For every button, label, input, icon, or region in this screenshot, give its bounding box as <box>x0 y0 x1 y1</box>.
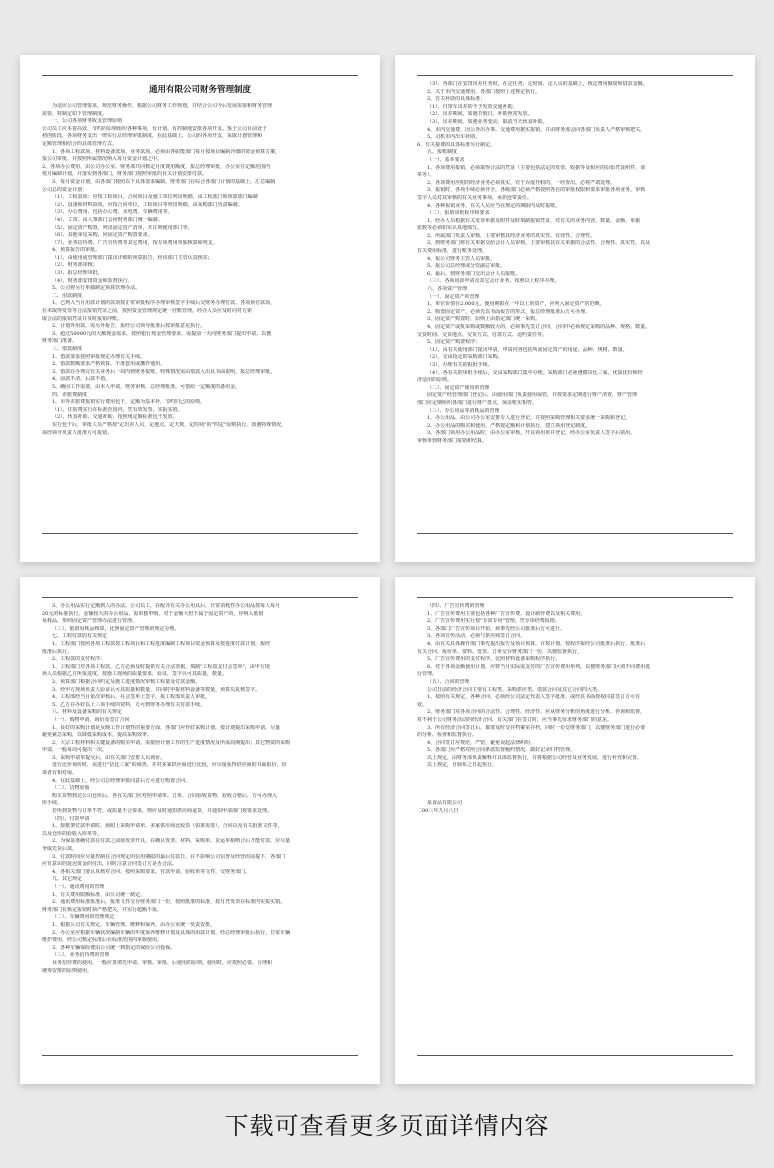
document-text-line: 购买货物到达公司仓库后，各有关部门应对照申请单、订单、合同验收货物，验收合格后，方可办理入 <box>52 792 278 799</box>
document-text-line: 统筹安排的原则使用。 <box>42 967 93 974</box>
document-text-line: 6、对于各项金额使用计划，应将当月实际需支付的广告宣传费用单列，以便财务部门区别不同费用进 <box>427 663 651 670</box>
document-text-line: 以上规定，由财务部负责解释并具体监督执行，并将根据公司经营及业务发展，进行补充和完善。 <box>427 754 643 761</box>
document-text-line: 1、各项费用报销，必须取得合法的凭证（主要包括法定的发票、收据等及相应的原始凭证附件，请 <box>427 164 646 171</box>
document-text-line: 3、经甲方现场负责人验证认可其质量和数量，并同时申报材料设备等数量，预算员复核签字。 <box>52 686 261 693</box>
document-text-line: 交货时间、交货地点、交货方式、付款方式、违约责任等。 <box>417 331 548 338</box>
document-text-line: 5、各部门应严格对照合同条款监督履约情况，做好记录归档管理。 <box>427 747 576 754</box>
page-text <box>42 103 358 437</box>
document-text-line: 1、根据公司有关规定，车辆管理、维修和保养，由办公室统一负责安排。 <box>52 921 216 928</box>
page-top-rule <box>417 597 733 598</box>
page-bottom-rule <box>42 1055 358 1056</box>
document-text-line: 5、司机市内出车补助。 <box>427 134 481 141</box>
document-text-line: 批准后执行。 <box>42 648 73 655</box>
document-text-line: 3、每月资金计划，由各部门按照以下具体要求编制，财务部门在综合各部门计划的基础上，汇总编制 <box>52 178 276 185</box>
document-page-3 <box>20 577 380 1084</box>
document-text-line: 3、所有经济合同签订后，都要及时交存档案室存档，同时一份交财务部门，以便财务部门进行必要 <box>427 724 646 731</box>
document-text-line: 3、到财务部门将有关单据交给会计人员审核，主要审核其有关单据的合法性、合规性、真实性，以及 <box>427 240 651 247</box>
document-text-line: 库手续。 <box>42 800 63 807</box>
document-text-line: 2、各项办公费用，由公司办公室、财务部共同核定月度费用额度，报总经理审批，办公室在定额范围内 <box>42 163 271 170</box>
document-text-line: 场人员根据乙方所报进度，按施工现场的质量要求，验证，签字认可其质量，数量。 <box>42 671 228 678</box>
document-text-line: 3、办公用品实行定额到人的办法，公司员工，在配齐有关办公用具后，日常消耗性办公用品按每人每月 <box>52 603 281 609</box>
document-page-1 <box>20 55 380 562</box>
document-text-line: 2、关于市内交通费用，各部门按照上述规定执行。 <box>427 88 541 95</box>
document-text-line: 4、固定资产或批采购或数额较大的，必须事先签订合同，合同中必须规定采购的品种、规格、数量、 <box>427 324 651 330</box>
document-text-line <box>417 778 733 786</box>
document-text-line: 3、付款时间应尽量控制在合同规定的信用期限的最后付款日，在不影响公司信誉及经营的前提下，各部门 <box>52 853 286 860</box>
document-text-line: 1、市外差旅费报销实行费用包干，定额为基本补，节约归己的原则。 <box>52 399 206 406</box>
document-text-line: 某食品有限公司 <box>427 800 463 807</box>
document-text-line: 公司总的资金计划： <box>42 186 88 193</box>
document-text-line: 6、最后，到财务部门交出会计人员报账。 <box>427 270 521 277</box>
document-text-line: 需经领导负责人批准方可报销。 <box>42 429 113 436</box>
document-text-line: 3、报销时，各项手续必须齐全，各级部门必须严格按照各自的审批权限和要求审批各项业务，审核 <box>427 187 646 194</box>
document-text-line: （5）、固定资产购置，列出固定资产清单，并注明使用部门等。 <box>52 224 193 231</box>
document-text-line: 财务部门在核定报销时须严格把关，并实行超额不报。 <box>42 906 163 913</box>
document-text-line: 七、工程付款的有关规定 <box>52 633 108 640</box>
document-text-line: 二、用款制度 <box>52 292 83 299</box>
document-text-line: 3、借款在办理完有关业务后一周内到财务报账，特殊情况需由借款人出具书面说明，报总经理审批。 <box>52 368 276 375</box>
document-text-line: 以及仓库的验收入库单等。 <box>42 830 103 837</box>
document-text-line: 实行包干后，审批人员严格按"定出差人员，定地点，定天数，定时间"的"四定"原则执行，如遇特殊情况， <box>52 421 287 428</box>
document-text-line: 20元的标准执行。金额较大的办公用品，需单独申购，对于金额大但不属于固定资产的，应纳入低值 <box>42 610 264 617</box>
document-text-line: 三、借款制度 <box>52 346 83 352</box>
document-text-line: 2、所属部门负责人审核，主要审核其经济业务的真实性、有效性、合理性。 <box>427 232 596 239</box>
page-text <box>417 603 733 816</box>
document-text-line: （3）、出差期间，如遇业务变动，取消当天伙食补助。 <box>427 118 548 125</box>
document-text-line: 谈者有相对保。 <box>42 770 78 777</box>
document-text-line: 一、公司各项财务收支管理原则 <box>52 118 123 125</box>
document-text-line: 张数等必须如实认真地填写。 <box>417 225 483 232</box>
document-text-line: 争取先货后款。 <box>42 846 78 852</box>
document-text-line: （五）、合同的管理 <box>427 678 470 685</box>
document-text-line: 2、大宗工程材料和关键设备的购买申请，需依照计划工作的生产进度情况及所需周期提出；其它物资的采购 <box>52 739 291 746</box>
document-text-line: 取合法的报销凭证并及时报销冲账。 <box>42 315 123 322</box>
document-text-line: （二）、货物验收 <box>52 785 90 792</box>
document-text-line: 行管理。 <box>417 671 438 678</box>
page-body <box>42 603 358 1050</box>
document-text-line: 4、前款不清，后款不借。 <box>52 376 111 383</box>
document-text-line: 3、各项宣传活动，必须与供应商签订合同。 <box>427 633 526 640</box>
document-text-line: 按月编制计划，并落实到各部门，财务部门按照审批的有关计划安排付款。 <box>42 171 208 178</box>
document-text-line: 3、有关补助的具体标准： <box>427 96 486 103</box>
document-text-line: 的分析、检查和监督执行。 <box>417 732 478 739</box>
document-text-line: 2、购置固定资产，必须先以书面报告的形式，报总经理批准后方可办理。 <box>427 308 591 315</box>
document-text-line: 九、其它规定 <box>52 876 83 883</box>
page-bottom-rule <box>42 533 358 534</box>
page-top-rule <box>42 75 358 76</box>
document-text-line: 易耗品，参照固定资产管理办法进行管理。 <box>42 618 138 625</box>
document-text-line: 4、预算报告的审批。 <box>52 247 101 254</box>
document-title: 通用有限公司财务管理制度 <box>148 85 251 95</box>
document-text-line: 1、已列入当月用款计划的款项按正常审批程序办理审核签字手续后交财务办理付款。各项预付款项， <box>52 300 276 307</box>
document-text-line: （1）、由使用或管理部门提出详细的预算报告，经该部门主管认真核实； <box>52 254 213 261</box>
document-text-line: 在未取得发票等合法报销凭证之前，按照资金管理规定统一挂账管理，经办人员应及时向对方索 <box>42 308 253 315</box>
document-text-line: 2、办公用品的购买和使用，严格按定额和计划执行，建立领用登记制度。 <box>427 422 591 429</box>
document-text-line: 有关合同、报价单、资料、发票、订单交存财务部门一份，以便监督执行。 <box>417 648 583 655</box>
document-text-line: 3、各部门广告宣传项目开始，须事先经公司批准后方可进行。 <box>427 625 566 632</box>
document-text-line: 4、各相关部门要认真核对合同，按照采购要求，付款申请，验收单等文件，交财务部门。 <box>52 868 251 875</box>
document-text-line: 财务部门准备。 <box>42 338 78 345</box>
document-text-line: （4）、工资，由人事部门会同财务部门统一编制。 <box>52 216 163 223</box>
document-text-line <box>417 785 733 793</box>
document-text-line: 5、公司将另行单独制定预算管理办法。 <box>52 285 141 292</box>
document-text-line: （2）、财务部审核； <box>52 262 98 269</box>
page-body <box>417 603 733 1050</box>
document-text-line: 5、确因工作需要，由本人申请，财务审核，总经理批准，可借给一定额度的备用金。 <box>52 383 241 390</box>
page-text <box>42 603 358 975</box>
document-text-line: 四、差旅费制度 <box>52 391 88 398</box>
page-body <box>417 81 733 528</box>
document-text-line: （1）、工程款项：应按工程项目、合同项目及施工单位列出明细，由工程部门和预算部门编制 <box>52 194 258 201</box>
document-text-line: 1、有关费用限额标准，由公司统一制定。 <box>52 891 146 898</box>
document-text-line: （一）、固定资产的管理 <box>427 293 480 300</box>
document-text-line: 4、市内交通费，因公外出办事，交通费用据实报销，并由财务部会同各部门负责人严格审核把关。 <box>427 126 646 133</box>
document-text-line: （3）、报总经理审批。 <box>52 270 103 277</box>
document-text-line: 1、单位价值在2,000元，使用期限在一年以上的资产，应列入固定资产的范畴。 <box>427 301 605 308</box>
document-text-line: 业务招待费的使用，一般应贯彻先申请、审核、审批、后使用的原则，使用时，应按照必要、合理和 <box>52 959 273 966</box>
document-text-line: 定额管理相结合的具体管理方式。 <box>42 140 118 147</box>
document-text-line: （2）、交由指定的采购部门采购。 <box>427 354 503 361</box>
document-text-line: 二00三年九月八日 <box>417 808 459 815</box>
document-text-line: （2）、伙食补助、交通补助，按照规定额标准包干发放。 <box>52 414 178 421</box>
document-text-line: 5、广告宣传费用的支付程序，比照材料设备采购程序执行。 <box>427 656 561 663</box>
document-text-line: 4、报公司财务主管人员审批。 <box>427 255 496 262</box>
document-text-line: （3）、办理有关的报批手续。 <box>427 361 493 368</box>
document-text-line: （二）、固定资产使用的管理 <box>427 384 490 391</box>
document-text-line: 1、办公用品，由公司办公室安排专人进行登记，并按照采购管理相关要求统一采购和登记。 <box>427 415 631 422</box>
document-text-line: 公司日前的经济合同主要有工程类、采购供应类、借款合同及其它合同四大类。 <box>427 686 603 693</box>
document-text-line: （三）、办公用品等消耗品的管理 <box>427 407 500 414</box>
page-bottom-rule <box>417 1055 733 1056</box>
document-text-line <box>417 793 733 801</box>
document-text-line: 五、报账制度 <box>427 149 458 156</box>
document-text-line: （3）、办公费用，包括办公费、水电费、车辆费用等。 <box>52 209 173 216</box>
document-text-line: 5、固定资产购置程序： <box>427 339 481 346</box>
document-text-line: 初创阶段，各项财务支出一律实行总经理审批制度，在此基础上，公司的各项开支，采取计划管理和 <box>42 133 263 140</box>
download-more-banner[interactable] <box>0 1093 774 1153</box>
document-text-line: 固定资产经管理部门登记后，由使用部门负责使用保管，并按要求定期进行财产清查，财产管理 <box>427 392 638 399</box>
document-text-line <box>417 770 733 778</box>
document-text-line: 报公司审批，并按照所属情况纳入每月资金计划之中。 <box>42 156 163 163</box>
document-text-line: 部门应定期组织各部门进行财产盘点，保证账实相符。 <box>417 399 538 406</box>
document-text-line: （四）、付款申请 <box>52 815 90 822</box>
document-text-line: 签字人员对其审核的有关业务事项，承担连带责任。 <box>417 194 533 201</box>
page-bottom-rule <box>417 533 733 534</box>
document-page-4 <box>395 577 755 1084</box>
document-text-line: （四）、广告宣传费的管理 <box>427 603 485 609</box>
document-text-line: 1、各项工程款项、材料设备款项、业务款项，必须由各职能部门每月按项目编制详细的资金预算方案， <box>52 148 281 155</box>
document-text-line: 3、各种车辆保险费由公司统一到指定的保险公司投保。 <box>52 944 176 951</box>
document-text-line: 1、广告宣传费用主要包括各种广告宣传费、设计制作费以及相关费用。 <box>427 610 586 617</box>
document-text-line: 应有意识的延迟资金的付出，同时注意合同签订方是否合法。 <box>42 861 178 868</box>
document-text-line: 对不利于公司财务活动的经济合同，有关部门在签订时，应当事先征求财务部门的意见。 <box>417 716 613 723</box>
document-text-line: 4、各种报销业务，有关人员应当在规定的期限内及时报账。 <box>427 202 561 209</box>
document-text-line: （7）、业务招待费、广告宣传费等其它费用，按专项费用单独核算和列支。 <box>52 239 218 246</box>
document-text-line: 3、固定资产购置时，原则上由指定部门统一采购。 <box>427 316 541 323</box>
document-text-line: 2、预算部门根据合同约定及施工进度情况审核工程量及付款金额。 <box>52 678 201 685</box>
document-text-line: 2、计划外用款，需另外报告，报经公司领导批准后按审批意见执行。 <box>52 323 206 330</box>
page-top-rule <box>42 597 358 598</box>
document-text-line: （二）、车辆费用的管理规定 <box>52 914 115 921</box>
document-text-line: 进行比价询价时，需进行"货比三家"的调查，并对多家供应商进行比较，应尽量获得供应商的书面报价，恰 <box>52 762 287 769</box>
document-text-line: 1、借款要求按照审批规定办理有关手续。 <box>52 353 146 360</box>
page-top-rule <box>417 75 733 76</box>
document-text-line: 避免紧急采购，以降低采购成本，提高采购效率。 <box>42 732 153 739</box>
document-text-line: 为适应公司管理要求，规范财务操作，根据公司财务工作规划，并结合公司今后发展需要和财务管理 <box>52 103 273 109</box>
document-text-line: 单等）。 <box>417 172 435 179</box>
document-text-line: 4、在此基础上，经公司总经理审批同意后方可进行购置合同。 <box>52 777 191 784</box>
document-text-line: 1、按照有关规定，各种合同，必须经公司法定代表人签字批准，或经其书面授权同意签订方可有 <box>427 694 641 701</box>
document-text-line: 2、为保证准确付款在付款之前须发票开具，在确认发票、材料、采购单、货运单相吻合后才能付款，应尽量 <box>52 838 291 845</box>
document-text-line: 2、财务部门对各项合同的合法性、合理性、经济性，应从财务分析的角度进行分析、咨询和监督， <box>427 709 646 716</box>
document-text-line: 5、报公司总经理或分管副总审批。 <box>427 263 506 270</box>
document-text-line: 审核单到财务部门报销和结算。 <box>417 437 488 444</box>
document-text-line: 1、经办人员根据有关发票单据及附件及时填制报销凭证，对有关的业务内容、数量、金额、单据 <box>427 217 641 224</box>
page-text <box>417 81 733 446</box>
document-text-line: 1、工程部门对各项工程款，乙方必须及时提供有关合法票据，填制"工程款支付会签单"，由甲方现 <box>52 663 270 670</box>
document-text-line: 1、工程部门按照各项工程款按工程项目和工程进度编制工程项目资金预算及按进度付款计划，报经 <box>52 640 271 647</box>
document-text-line: 2、广告宣传费用实行按"专款专用"管理，凭专项经费报销。 <box>427 618 560 625</box>
document-text-line: 3、各部门领用办公用品时，由办公室审核，开具领用单并登记，经办公室负责人签字后领用。 <box>427 430 636 437</box>
page-body <box>42 81 358 528</box>
document-text-line: （2）、设备和材料款项，应按合同单位，工程项目等列出明细，由采购部门负责编制。 <box>52 201 243 208</box>
document-text-line: （一）、通讯费用的管理 <box>52 883 105 890</box>
document-text-line: 4、由有关具体操作部门事先提出报告及项目预算，并按计划，按程序报经公司批准后执行，批准后 <box>427 640 646 647</box>
document-text-line: 6、有关接费的具体标准另行制定。 <box>417 141 496 148</box>
document-text-line: 有关费用标准，进行账务处理。 <box>417 248 488 255</box>
document-text-line: 济适用的原则。 <box>417 377 453 384</box>
document-text-line: 4、工程部经当月依次审核后，在会签单上签字，报工程部负责人审批。 <box>52 694 211 701</box>
document-text-line: （3）、各部门在安排出差任务时，在定任务，定时间、定人员的基础上，核定费用额度和借款金额。 <box>427 81 648 87</box>
document-text-line: （1）、自带车出差的不予发放交通补助。 <box>427 103 518 110</box>
document-text-line: 2、借款数额要求严格预算，不准套用或挪作他用。 <box>52 361 166 368</box>
document-text-line: 3、采购申请单提交后，由有关部门安排人员询价。 <box>52 754 166 761</box>
document-text-line: 2、工程款的支付程序： <box>52 656 106 663</box>
document-text-line: （三）、低值易耗品核算，比照固定资产管理的规定办理。 <box>52 625 180 632</box>
document-text-line: 需要，特制定如下管理制度。 <box>42 110 108 117</box>
document-text-line: 4、合同签订应规范，严密，避免误起法律纠纷。 <box>427 739 536 746</box>
document-text-line: （4）、各有关的审批手续后，交由采购部门集中办理。采购部门必须遵循货比三家，优质优价和经 <box>427 369 643 376</box>
document-text-line: 公司员工应本着高效、节约的原则组织各种事项，有计划、有控制地安排各项开支。鉴于公司目前处于 <box>42 125 268 132</box>
document-text-line: 八、材料及设备采购的有关规定 <box>52 709 123 716</box>
document-page-2 <box>395 55 755 562</box>
document-text-line: （6）、其他零星采购，同固定资产购置要求。 <box>52 232 153 239</box>
document-text-line: 3、超过50000元的大额现金需求，按照银行现金管理要求，需提前一天向财务部门提出申请，以便 <box>52 330 272 337</box>
document-text-line: 维护费用，经公司核定标准后在标准范围内掌握使用。 <box>42 937 163 944</box>
document-text-line: 2、通讯费用标准批准后，批准文件交存财务部门一份，按照批准的标准，按月凭发票在标准内实报实销。 <box>52 899 286 906</box>
document-text-line: 1、按框架付款申请时，须附上采购申请单、多家供应商比较表（如果需要），合同以及有关批准文件等， <box>52 823 283 830</box>
document-text-line: 若所到货物与订单不符，或质量不合要求，则应及时通知供应商退货，并通知申请部门按要求处理。 <box>52 808 273 815</box>
document-text-line: 2、办公室应根据车辆状况编制车辆的年度保养维修计划及具体的用款计划，经总经理审批后执行。日常车辆 <box>52 929 291 936</box>
document-text-line: 5、乙方在办好以上三项手续的资料，方可到财务办理有关付款手续。 <box>52 701 206 708</box>
document-text-line: 六、各项资产管理 <box>427 286 468 293</box>
document-text-line: （1）、住宿费实行在标准范围内，凭有效发票，实报实销。 <box>52 406 183 413</box>
document-text-line: 效。 <box>417 701 428 708</box>
document-text-line: 1、良好的采购计划是反映工作计划性的重要方面，各部门应作好采购计划，按计划提出采购申请，尽量 <box>52 724 281 731</box>
document-text-line: 以上规定，自颁布之日起执行。 <box>427 762 498 769</box>
document-text-line: （2）、出差期间，如遇节假日，补助照常发放。 <box>427 111 533 118</box>
document-text-line: （三）、业务招待费的管理 <box>52 952 110 959</box>
document-text-line: 申请，一般每周可提出一次。 <box>42 747 108 754</box>
document-text-line: （三）、各项用款申请及其它会计业务，按照以上程序办理。 <box>427 278 560 285</box>
document-text-line: （1）、由有关使用部门提出申请，申请内容包括所需固定资产的用途、品种、规格、数量。 <box>427 346 628 353</box>
document-text-line: （一）、购物申请，询价及签订合同 <box>52 716 130 723</box>
document-text-line: （4）、财务部安排资金和监督执行。 <box>52 277 133 284</box>
document-text-line: （一）、基本要求 <box>427 156 465 163</box>
document-text-line: （二）、报销审批程序和要求 <box>427 210 490 217</box>
document-text-line: 2、各项费用应附的经济业务必须真实，对于弄虚作假的，一经查出，必将严肃处理。 <box>427 179 616 186</box>
download-more-text[interactable]: 下载可查看更多页面详情内容 <box>224 1111 550 1140</box>
